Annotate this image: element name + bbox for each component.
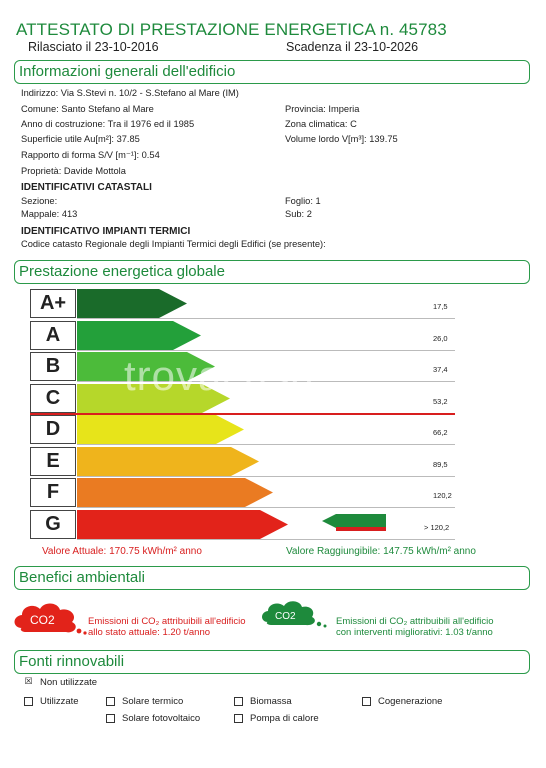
grid-line: [77, 444, 455, 445]
co2-label-green: CO2: [275, 611, 296, 622]
anno-costruzione: Anno di costruzione: Tra il 1976 ed il 1985: [21, 119, 195, 129]
impianti-title: IDENTIFICATIVO IMPIANTI TERMICI: [21, 226, 191, 237]
general-info-header: [14, 60, 530, 84]
general-info-title: Informazioni generali dell'edificio: [19, 63, 236, 80]
catastali-title: IDENTIFICATIVI CATASTALI: [21, 182, 152, 193]
class-value: 26,0: [433, 333, 448, 343]
emissions-improved-line1: Emissioni di CO₂ attribuibili all'edificio: [336, 616, 494, 627]
checkbox-biomassa[interactable]: [234, 697, 243, 706]
class-bar-g: [77, 510, 288, 539]
checkbox-non-utilizzate[interactable]: ☒: [24, 676, 33, 686]
checkbox-cogenerazione[interactable]: [362, 697, 371, 706]
certificate-title: ATTESTATO DI PRESTAZIONE ENERGETICA n. 45783: [16, 20, 447, 39]
label-solare-fotovoltaico: Solare fotovoltaico: [122, 713, 201, 724]
grid-line: [77, 350, 455, 351]
class-value: 53,2: [433, 396, 448, 406]
grid-line: [77, 476, 455, 477]
volume-lordo: Volume lordo V[m³]: 139.75: [285, 134, 398, 144]
grid-line: [77, 507, 455, 508]
class-letter-b: B: [30, 352, 76, 381]
label-solare-termico: Solare termico: [122, 696, 184, 707]
issue-date: Rilasciato il 23-10-2016: [28, 40, 159, 54]
achievable-indicator-arrow: [322, 514, 386, 532]
checkbox-pompa-calore[interactable]: [234, 714, 243, 723]
co2-cloud-green-icon: [258, 598, 336, 630]
renewables-header: [14, 650, 530, 674]
class-value: > 120,2: [424, 522, 450, 532]
sub: Sub: 2: [285, 209, 312, 219]
emissions-current-line1: Emissioni di CO₂ attribuibili all'edificio: [88, 616, 246, 627]
class-letter-a-plus: A+: [30, 289, 76, 318]
checkbox-utilizzate[interactable]: [24, 697, 33, 706]
watermark: trovacasa: [124, 352, 316, 399]
emissions-current-line2: allo stato attuale: 1.20 t/anno: [88, 627, 211, 638]
class-bar-e: [77, 447, 259, 476]
expiry-date: Scadenza il 23-10-2026: [286, 40, 419, 54]
co2-cloud-red-icon: [10, 598, 88, 638]
class-bar-d: [77, 415, 244, 444]
grid-line: [77, 539, 455, 540]
class-bar-a: [77, 321, 201, 350]
grid-line: [77, 318, 455, 319]
provincia: Provincia: Imperia: [285, 104, 360, 114]
rapporto-forma: Rapporto di forma S/V [m⁻¹]: 0.54: [21, 150, 160, 160]
class-letter-d: D: [30, 415, 76, 444]
environment-header: [14, 566, 530, 590]
label-utilizzate: Utilizzate: [40, 696, 79, 707]
environment-title: Benefici ambientali: [19, 569, 145, 586]
codice-catasto: Codice catasto Regionale degli Impianti Termici degli Edifici (se presente):: [21, 239, 326, 249]
class-letter-f: F: [30, 478, 76, 507]
co2-label-red: CO2: [30, 613, 55, 627]
label-biomassa: Biomassa: [250, 696, 292, 707]
class-bar-f: [77, 478, 273, 507]
label-cogenerazione: Cogenerazione: [378, 696, 443, 707]
performance-title: Prestazione energetica globale: [19, 263, 225, 280]
class-value: 66,2: [433, 428, 448, 437]
class-value: 120,2: [433, 491, 452, 500]
label-non-utilizzate: Non utilizzate: [40, 677, 98, 688]
superficie-utile: Superficie utile Au[m²]: 37.85: [21, 134, 140, 144]
actual-value: Valore Attuale: 170.75 kWh/m² anno: [42, 546, 202, 557]
class-value: 89,5: [433, 459, 448, 469]
proprieta: Proprietà: Davide Mottola: [21, 166, 126, 176]
address: Indirizzo: Via S.Stevi n. 10/2 - S.Stefano al Mare (IM): [21, 88, 239, 98]
zona-climatica: Zona climatica: C: [285, 119, 357, 129]
class-letter-g: G: [30, 510, 76, 539]
renewables-title: Fonti rinnovabili: [19, 653, 125, 670]
class-value: 17,5: [433, 302, 448, 311]
checkbox-solare-termico[interactable]: [106, 697, 115, 706]
label-pompa-calore: Pompa di calore: [250, 713, 319, 724]
achievable-value: Valore Raggiungibile: 147.75 kWh/m² anno: [286, 546, 476, 557]
mappale: Mappale: 413: [21, 209, 78, 219]
class-letter-c: C: [30, 384, 76, 413]
class-bar-a-plus: [77, 289, 187, 318]
performance-header: [14, 260, 530, 284]
sezione: Sezione:: [21, 196, 58, 206]
class-letter-a: A: [30, 321, 76, 350]
class-letter-e: E: [30, 447, 76, 476]
foglio: Foglio: 1: [285, 196, 321, 206]
comune: Comune: Santo Stefano al Mare: [21, 104, 154, 114]
class-value: 37,4: [433, 365, 448, 374]
emissions-improved-line2: con interventi migliorativi: 1.03 t/anno: [336, 627, 493, 638]
checkbox-solare-fotovoltaico[interactable]: [106, 714, 115, 723]
